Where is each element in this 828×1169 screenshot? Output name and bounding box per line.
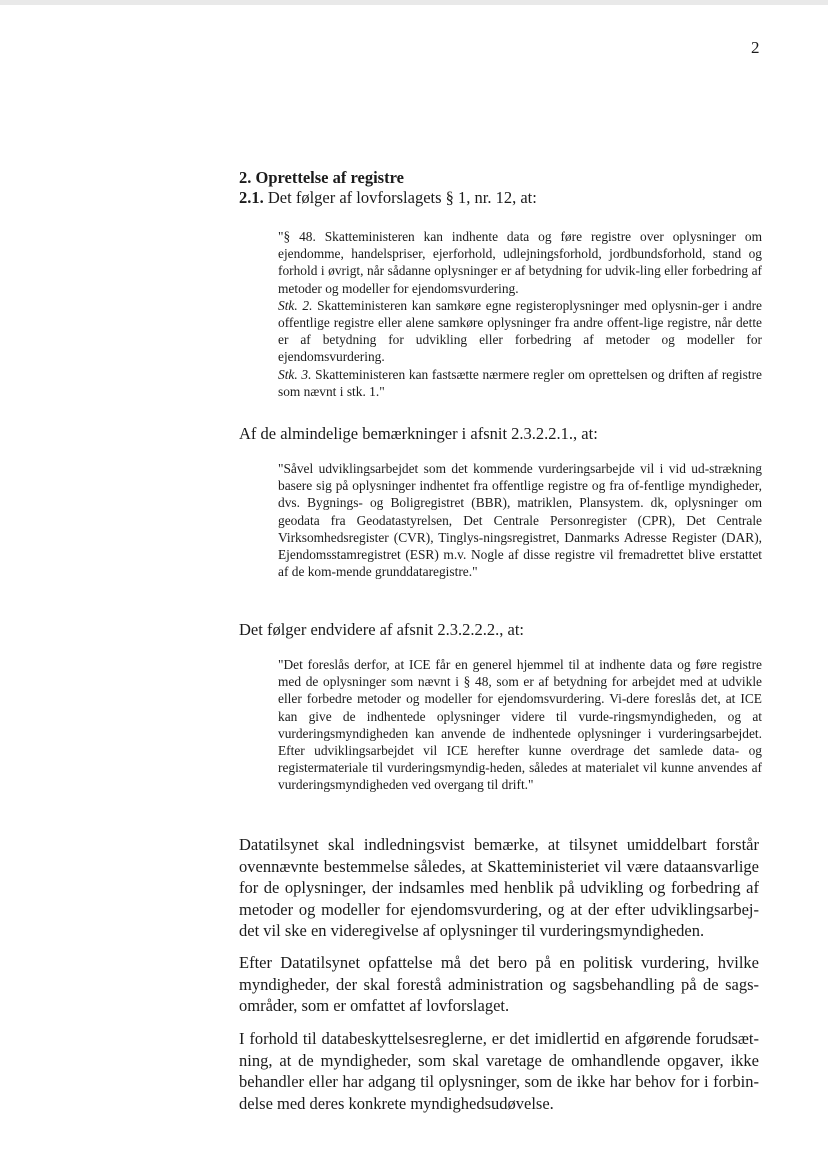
subsection-number: 2.1. [239,188,264,207]
quote-paragraph-ice: "Det foreslås derfor, at ICE får en generel hjemmel til at indhente data og føre registre med de oplysninger som nævnt i § 48, som er af betydning for arbejdet med at udvikle eller forbedre metoder og modeller for ejendomsvurdering. Vi-dere foreslås det, at ICE kan give de indhentede oplysninger videre til vurde-ringsmyndigheden, og at vurderingsmyndigheden kan anvende de indhentede oplysninger i vurderingsarbejdet. Efter udviklingsarbejdet vil ICE herefter kunne overdrage det samlede data- og registermateriale til vurderingsmyndig-heden, således at materialet vil kunne anvendes af vurderingsmyndigheden ved overgang til drift." [278,657,762,793]
stk3-text: Skatteministeren kan fastsætte nærmere regler om oprettelsen og driften af registre som nævnt i stk. 1." [278,366,762,399]
quote-paragraph-registers: "Såvel udviklingsarbejdet som det kommende vurderingsarbejde vil i vid ud-strækning basere sig på oplysninger indhentet fra offentlige registre og fra of-fentlige myndigheder, dvs. Bygnings- og Boligregistret (BBR), matriklen, Plansystem. dk, oplysninger om geodata fra Geodatastyrelsen, Det Centrale Personregister (CPR), Det Centrale Virksomhedsregister (CVR), Tinglys-ningsregistret, Danmarks Adresse Register (DAR), Ejendomsstamregistret (ESR) m.v. Nogle af disse registre vil fremadrettet blive erstattet af de kom-mende grunddataregistre." [278,461,762,580]
quote-block-ice-authority [278,656,762,794]
subsection-line [239,188,537,208]
quote-paragraph-stk3 [278,366,762,400]
quote-block-general-remarks [278,460,762,580]
section-heading: 2. Oprettelse af registre [239,168,404,187]
page-number: 2 [751,38,760,57]
quote-paragraph-48: "§ 48. Skatteministeren kan indhente data og føre registre over oplysninger om ejendomme, handelspriser, ejerforhold, udlejningsforhold, jordbundsforhold, stand og forhold i øvrigt, når sådanne oplysninger er af betydning for udvik-ling eller forbedring af metoder og modeller for ejendomsvurdering. [278,229,762,296]
quote-paragraph-stk2 [278,297,762,366]
stk2-text: Skatteministeren kan samkøre egne registeroplysninger med oplysnin-ger i andre offentlige registre eller alene samkøre oplysninger fra andre offent-lige registre, når dette er af betydning for udvikling eller forbedring af metoder og modeller for ejendomsvurdering. [278,297,762,365]
stk2-label: Stk. 2. [278,297,313,313]
subsection-text: Det følger af lovforslagets § 1, nr. 12, at: [263,188,537,207]
page-top-edge [0,0,828,5]
paragraph-data-controller: Datatilsynet skal indledningsvist bemærke, at tilsynet umiddelbart forstår ovennævnte bestemmelse således, at Skatteministeriet vil være dataansvarlige for de oplysninger, der indsamles med henblik på udvikling og forbedring af metoder og modeller for ejendomsvurdering, og at der efter udviklingsarbej-det vil ske en videregivelse af oplysninger til vurderingsmyndigheden. [239,835,759,940]
intro-section-2-3-2-2-2: Det følger endvidere af afsnit 2.3.2.2.2., at: [239,620,524,639]
paragraph-data-protection: I forhold til databeskyttelsesreglerne, er det imidlertid en afgørende forudsæt-ning, at de myndigheder, som skal varetage de omhandlende opgaver, ikke behandler eller har adgang til oplysninger, som de ikke har behov for i forbin-delse med deres konkrete myndighedsudøvelse. [239,1029,759,1113]
intro-general-remarks: Af de almindelige bemærkninger i afsnit 2.3.2.2.1., at: [239,424,598,443]
paragraph-political-assessment: Efter Datatilsynet opfattelse må det bero på en politisk vurdering, hvilke myndigheder, der skal forestå administration og sagsbehandling på de sags-områder, som er omfattet af lovforslaget. [239,953,759,1015]
stk3-label: Stk. 3. [278,366,312,382]
quote-block-law-text [278,228,762,400]
